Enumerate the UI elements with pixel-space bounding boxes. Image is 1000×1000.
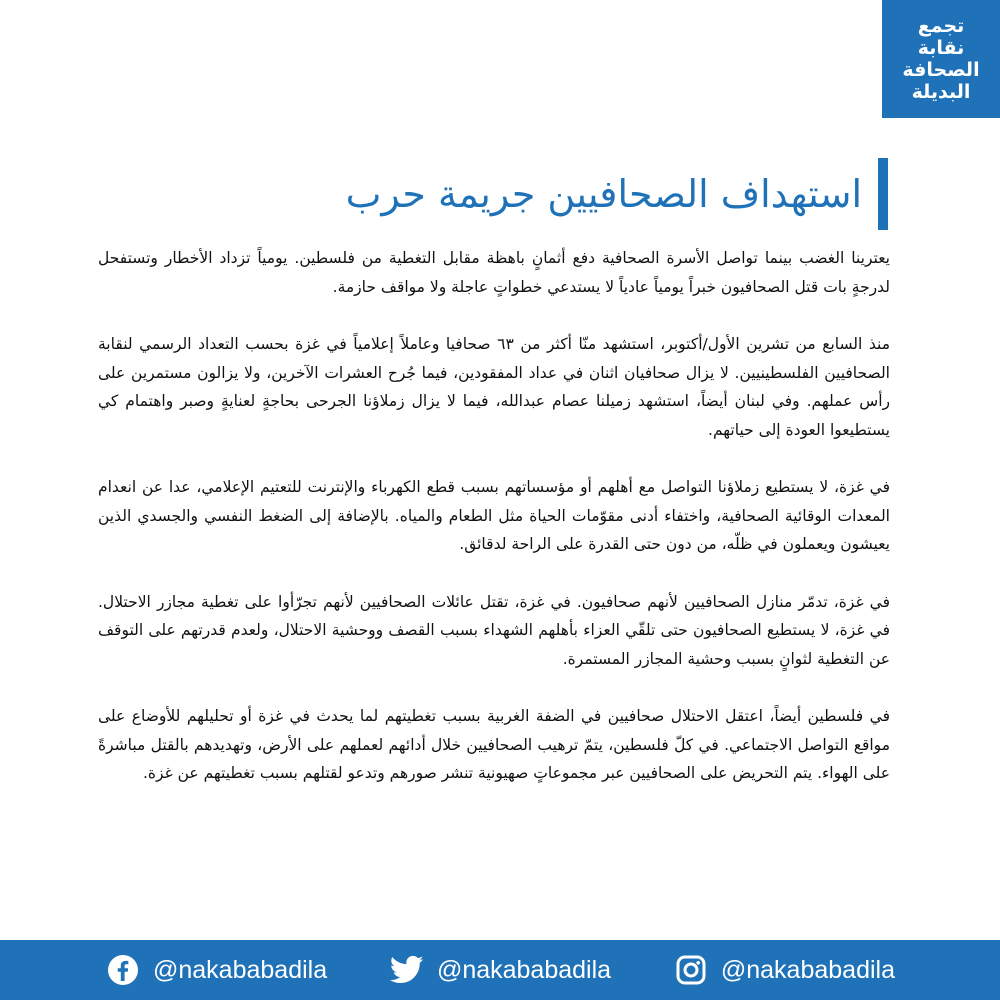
logo xyxy=(882,0,1000,118)
paragraph-3: في غزة، لا يستطيع زملاؤنا التواصل مع أهلهم أو مؤسساتهم بسبب قطع الكهرباء والإنترنت للتعتيم الإعلامي، عدا عن انعدام المعدات الوقائية الصحافية، واختفاء أدنى مقوّمات الحياة مثل الطعام والمياه. بالإضافة إلى الضغط النفسي والجسدي الذين يعيشون ويعملون في ظلّه، من دون حتى القدرة على الراحة لدقائق. xyxy=(98,478,890,553)
facebook-link[interactable] xyxy=(105,952,327,988)
twitter-handle: @nakababadila xyxy=(436,955,612,984)
paragraph-4: في غزة، تدمّر منازل الصحافيين لأنهم صحافيون. في غزة، تقتل عائلات الصحافيين لأنهم تجرّأوا على تغطية مجازر الاحتلال. في غزة، لا يستطيع الصحافيون حتى تلقّي العزاء بأهلهم الشهداء بسبب القصف ووحشية الاحتلال، ولعدم قدرتهم على التوقف عن التغطية لثوانٍ بسبب وحشية المجازر المستمرة. xyxy=(98,592,890,668)
paragraph-1: يعترينا الغضب بينما تواصل الأسرة الصحافية دفع أثمانٍ باهظة مقابل التغطية من فلسطين. يومياً تزداد الأخطار وتستفحل لدرجةٍ بات قتل الصحافيون خبراً يومياً عادياً لا يستدعي خطواتٍ عاجلة ولا مواقف حازمة. xyxy=(98,249,890,296)
paragraph-5: في فلسطين أيضاً، اعتقل الاحتلال صحافيين في الضفة الغربية بسبب تغطيتهم لما يحدث في غزة أو تحليلهم للأوضاع على مواقع التواصل الاجتماعي. في كلّ فلسطين، يتمّ ترهيب الصحافيين خلال أدائهم لعملهم على الأرض، وتهديدهم بالقتل مباشرةً على الهواء. يتم التحريض على الصحافيين عبر مجموعاتٍ صهيونية تنشر صورهم وتدعو لقتلهم بسبب تغطيتهم عن غزة. xyxy=(98,707,890,782)
facebook-icon xyxy=(105,952,141,988)
page-title: استهداف الصحافيين جريمة حرب xyxy=(345,172,862,216)
instagram-icon xyxy=(673,952,709,988)
social-footer xyxy=(0,940,1000,1000)
logo-line-3: الصحافة xyxy=(902,59,980,81)
paragraph-2: منذ السابع من تشرين الأول/أكتوبر، استشهد منّا أكثر من ٦٣ صحافيا وعاملاً إعلامياً في غزة بحسب التعداد الرسمي لنقابة الصحافيين الفلسطينيين. لا يزال صحافيان اثنان في عداد المفقودين، فيما جُرح العشرات الآخرين، ولا يزالون مستمرين على رأس عملهم. وفي لبنان أيضاً، استشهد زميلنا عصام عبدالله، فيما لا يزال زملاؤنا الجرحى بحاجةٍ لعنايةٍ وصبر واهتمام كي يستطيعوا العودة إلى حياتهم. xyxy=(98,335,890,439)
logo-line-4: البديلة xyxy=(911,81,971,103)
logo-line-2: نقابة xyxy=(917,37,965,59)
instagram-link[interactable] xyxy=(673,952,895,988)
article-body xyxy=(98,244,890,928)
twitter-icon xyxy=(389,952,425,988)
title-accent-bar xyxy=(878,158,888,230)
facebook-handle: @nakababadila xyxy=(153,955,328,984)
twitter-link[interactable] xyxy=(389,952,611,988)
logo-line-1: تجمع xyxy=(917,15,965,37)
instagram-handle: @nakababadila xyxy=(720,955,895,984)
